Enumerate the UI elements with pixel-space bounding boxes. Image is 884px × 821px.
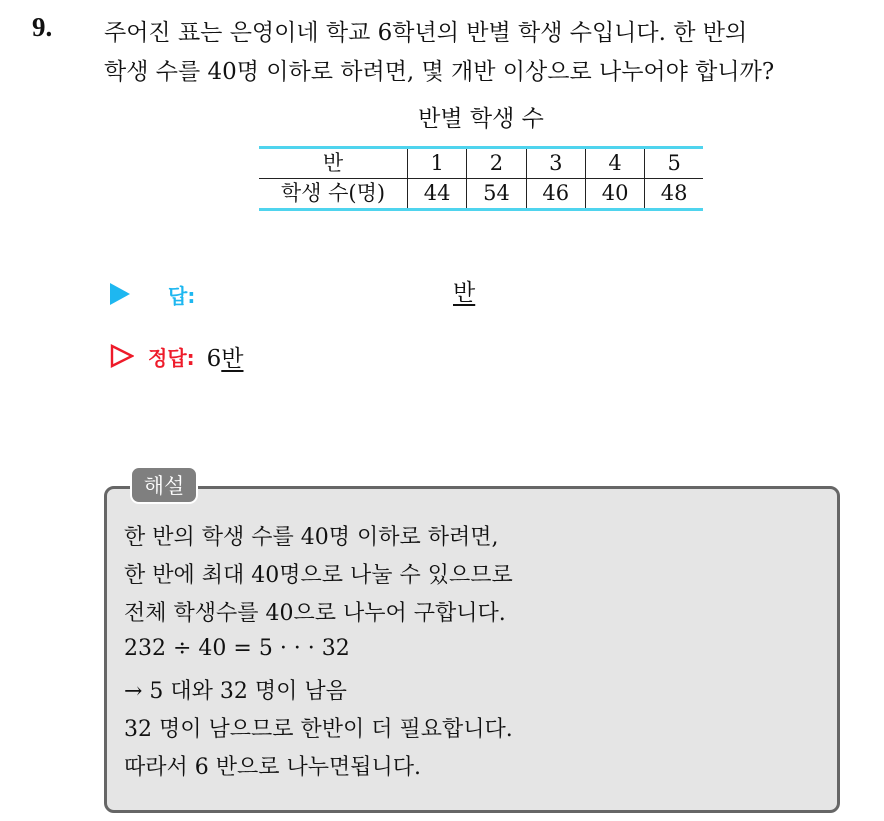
student-count: 44 — [408, 179, 467, 210]
class-number: 3 — [526, 148, 585, 179]
answer-label: 답: — [168, 283, 196, 308]
student-count: 54 — [467, 179, 526, 210]
play-triangle-icon — [110, 283, 130, 305]
correct-answer-value — [207, 340, 244, 373]
class-number: 1 — [408, 148, 467, 179]
answer-blank[interactable] — [453, 274, 475, 307]
explanation-line: 따라서 6 반으로 나누면됩니다. — [124, 755, 421, 780]
outline-triangle-icon — [110, 344, 134, 368]
class-number: 5 — [645, 148, 703, 179]
table-header-row — [259, 148, 703, 179]
header-label: 반 — [259, 148, 408, 179]
question-text-line-1: 주어진 표는 은영이네 학교 6학년의 반별 학생 수입니다. 한 반의 — [104, 20, 748, 46]
explanation-line: 32 명이 남으므로 한반이 더 필요합니다. — [124, 717, 513, 742]
explanation-tab: 해설 — [130, 466, 198, 504]
answer-unit: 반 — [453, 280, 476, 306]
class-number: 2 — [467, 148, 526, 179]
explanation-line: 한 반의 학생 수를 40명 이하로 하려면, — [124, 525, 499, 550]
table-title: 반별 학생 수 — [418, 106, 544, 132]
student-count: 40 — [585, 179, 644, 210]
explanation-line: 232 ÷ 40 = 5 · · · 32 — [124, 636, 350, 661]
correct-answer-number: 6 — [206, 345, 222, 372]
explanation-line: → 5 대와 32 명이 남음 — [124, 679, 347, 704]
question-number: 9. — [32, 12, 53, 42]
student-count: 46 — [526, 179, 585, 210]
answer-row — [110, 278, 195, 310]
explanation-line: 한 반에 최대 40명으로 나눌 수 있으므로 — [124, 563, 513, 588]
row-label: 학생 수(명) — [280, 181, 386, 205]
explanation-line: 전체 학생수를 40으로 나누어 구합니다. — [124, 601, 506, 626]
question-text-line-2: 학생 수를 40명 이하로 하려면, 몇 개반 이상으로 나누어야 합니까? — [104, 59, 775, 85]
correct-answer-row — [110, 340, 244, 372]
students-per-class-table — [259, 146, 703, 211]
class-number: 4 — [585, 148, 644, 179]
correct-answer-unit: 반 — [221, 345, 244, 372]
correct-answer-label: 정답: — [148, 345, 195, 370]
table-data-row — [259, 179, 703, 210]
student-count: 48 — [645, 179, 703, 210]
